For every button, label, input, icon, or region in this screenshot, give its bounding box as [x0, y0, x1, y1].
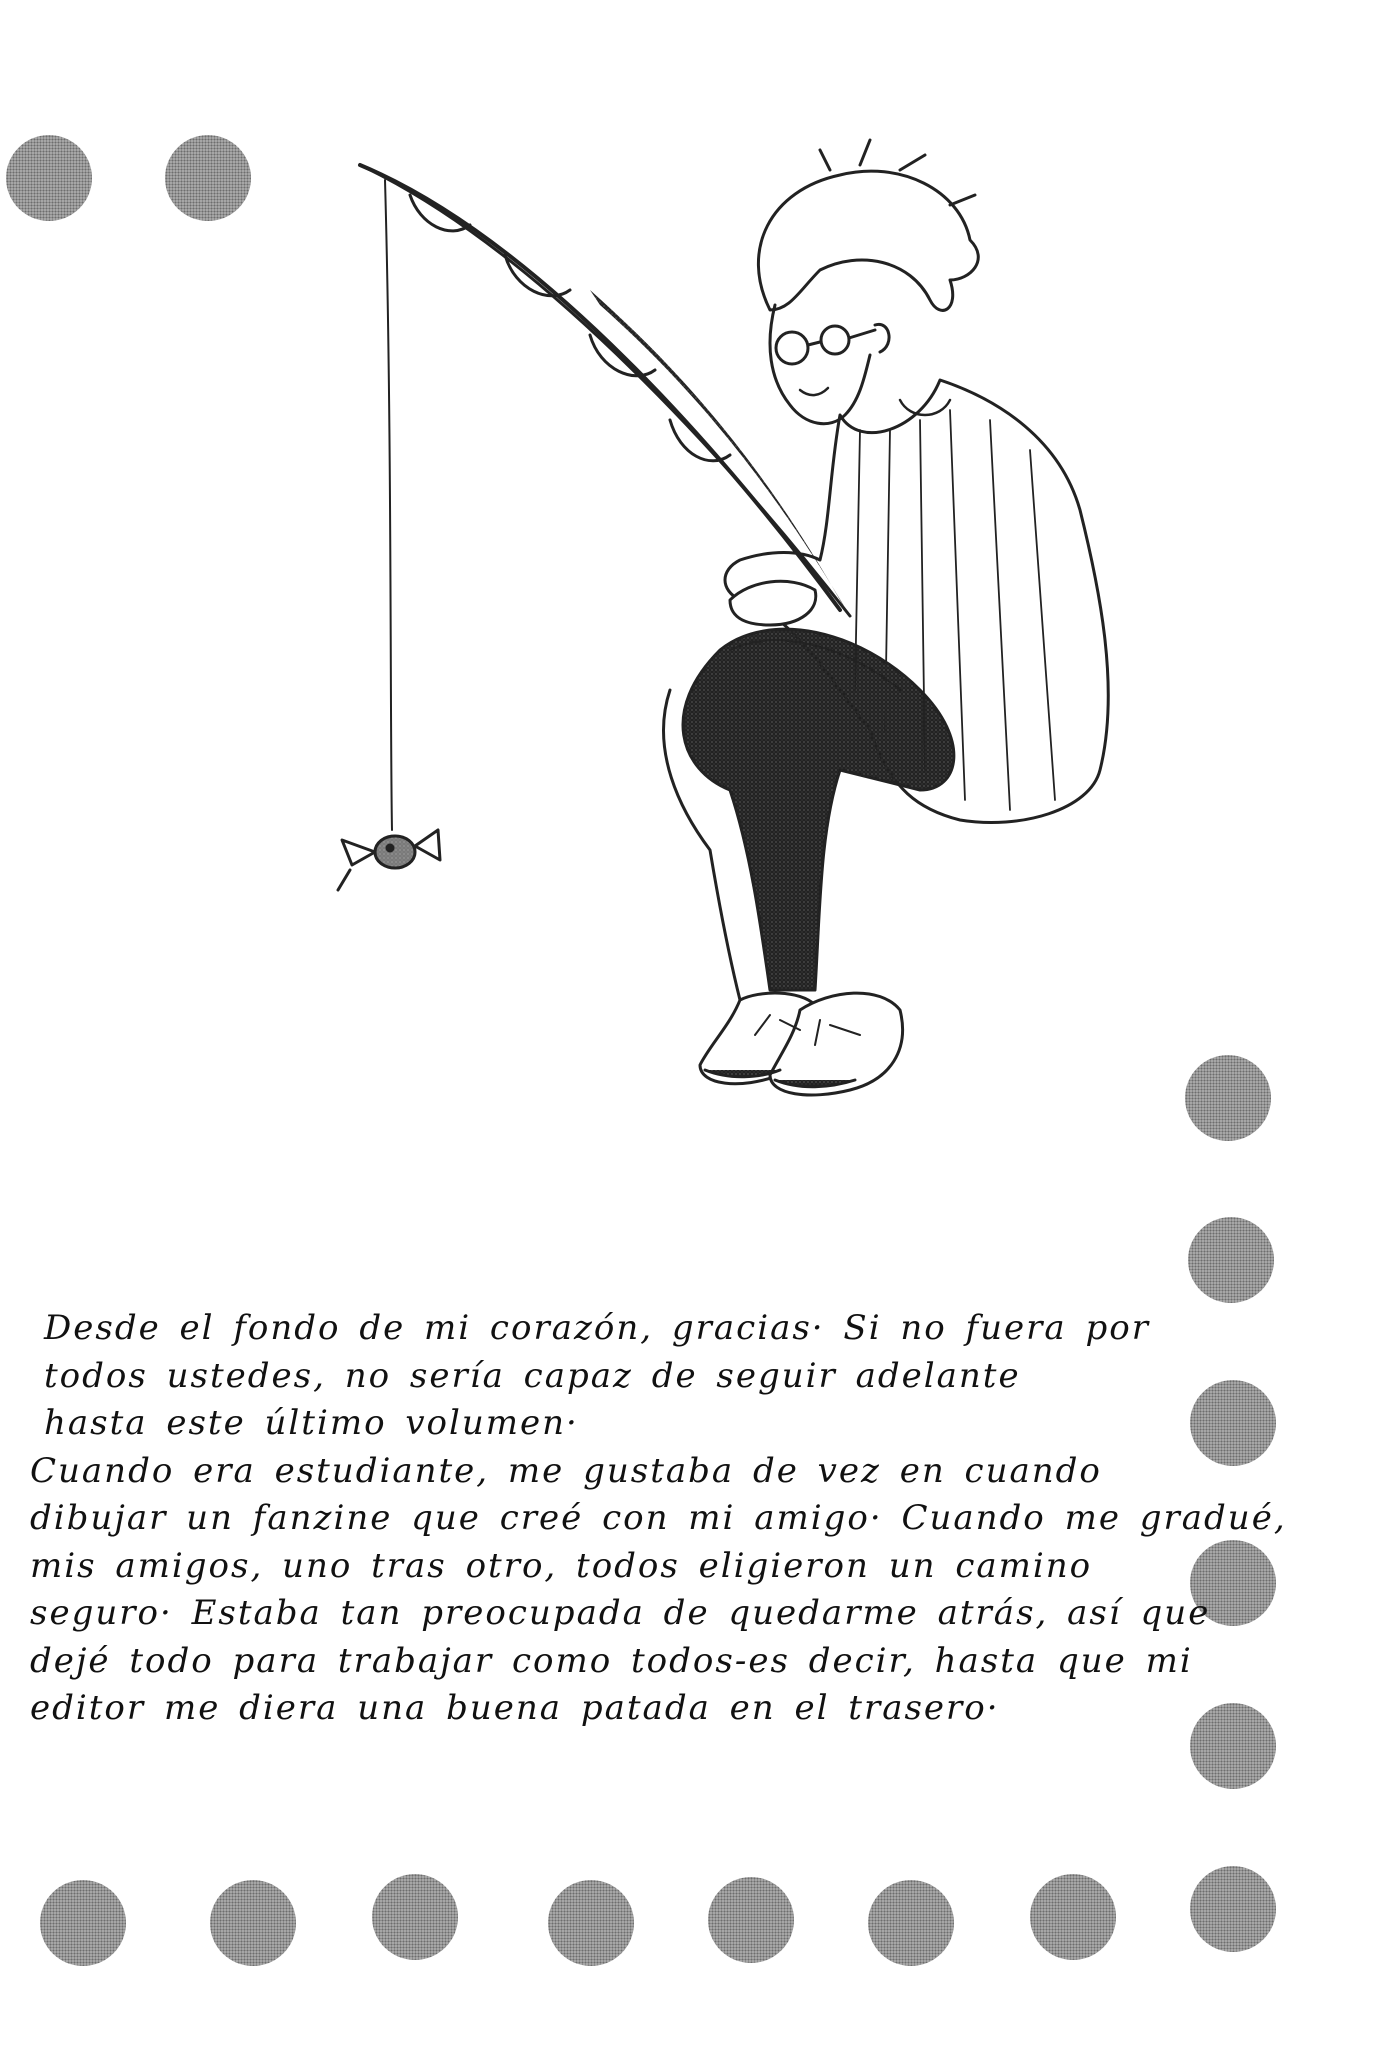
decorative-dot	[548, 1880, 634, 1966]
text-line: Cuando era estudiante, me gustaba de vez en cuando	[30, 1450, 1102, 1491]
text-line: dejé todo para trabajar como todos-es decir, hasta que mi	[30, 1640, 1193, 1681]
afterword-text	[30, 1305, 1287, 1733]
decorative-dot	[708, 1877, 794, 1963]
decorative-dot	[210, 1880, 296, 1966]
text-line: todos ustedes, no sería capaz de seguir adelante	[44, 1355, 1021, 1396]
decorative-dot	[372, 1874, 458, 1960]
fishing-line	[385, 180, 392, 830]
text-line: dibujar un fanzine que creé con mi amigo· Cuando me gradué,	[30, 1498, 1287, 1538]
glasses-icon	[776, 326, 875, 364]
decorative-dot	[40, 1880, 126, 1966]
man-fishing-illustration	[300, 130, 1280, 1230]
decorative-dot	[868, 1880, 954, 1966]
text-line: seguro· Estaba tan preocupada de quedarme atrás, así que	[30, 1593, 1211, 1633]
text-line: Desde el fondo de mi corazón, gracias· Si no fuera por	[44, 1308, 1150, 1348]
decorative-dot	[6, 135, 92, 221]
face	[770, 305, 870, 424]
trousers	[683, 629, 954, 990]
hair	[758, 171, 978, 310]
decorative-dot	[1190, 1866, 1276, 1952]
decorative-dot	[165, 135, 251, 221]
text-line: mis amigos, uno tras otro, todos eligieron un camino	[30, 1545, 1093, 1586]
hand	[730, 581, 816, 625]
decorative-dot	[1030, 1874, 1116, 1960]
fish-lure-icon	[338, 830, 440, 890]
fishing-rod	[360, 165, 840, 610]
text-line: editor me diera una buena patada en el trasero·	[30, 1688, 1000, 1728]
text-line: hasta este último volumen·	[44, 1403, 579, 1443]
